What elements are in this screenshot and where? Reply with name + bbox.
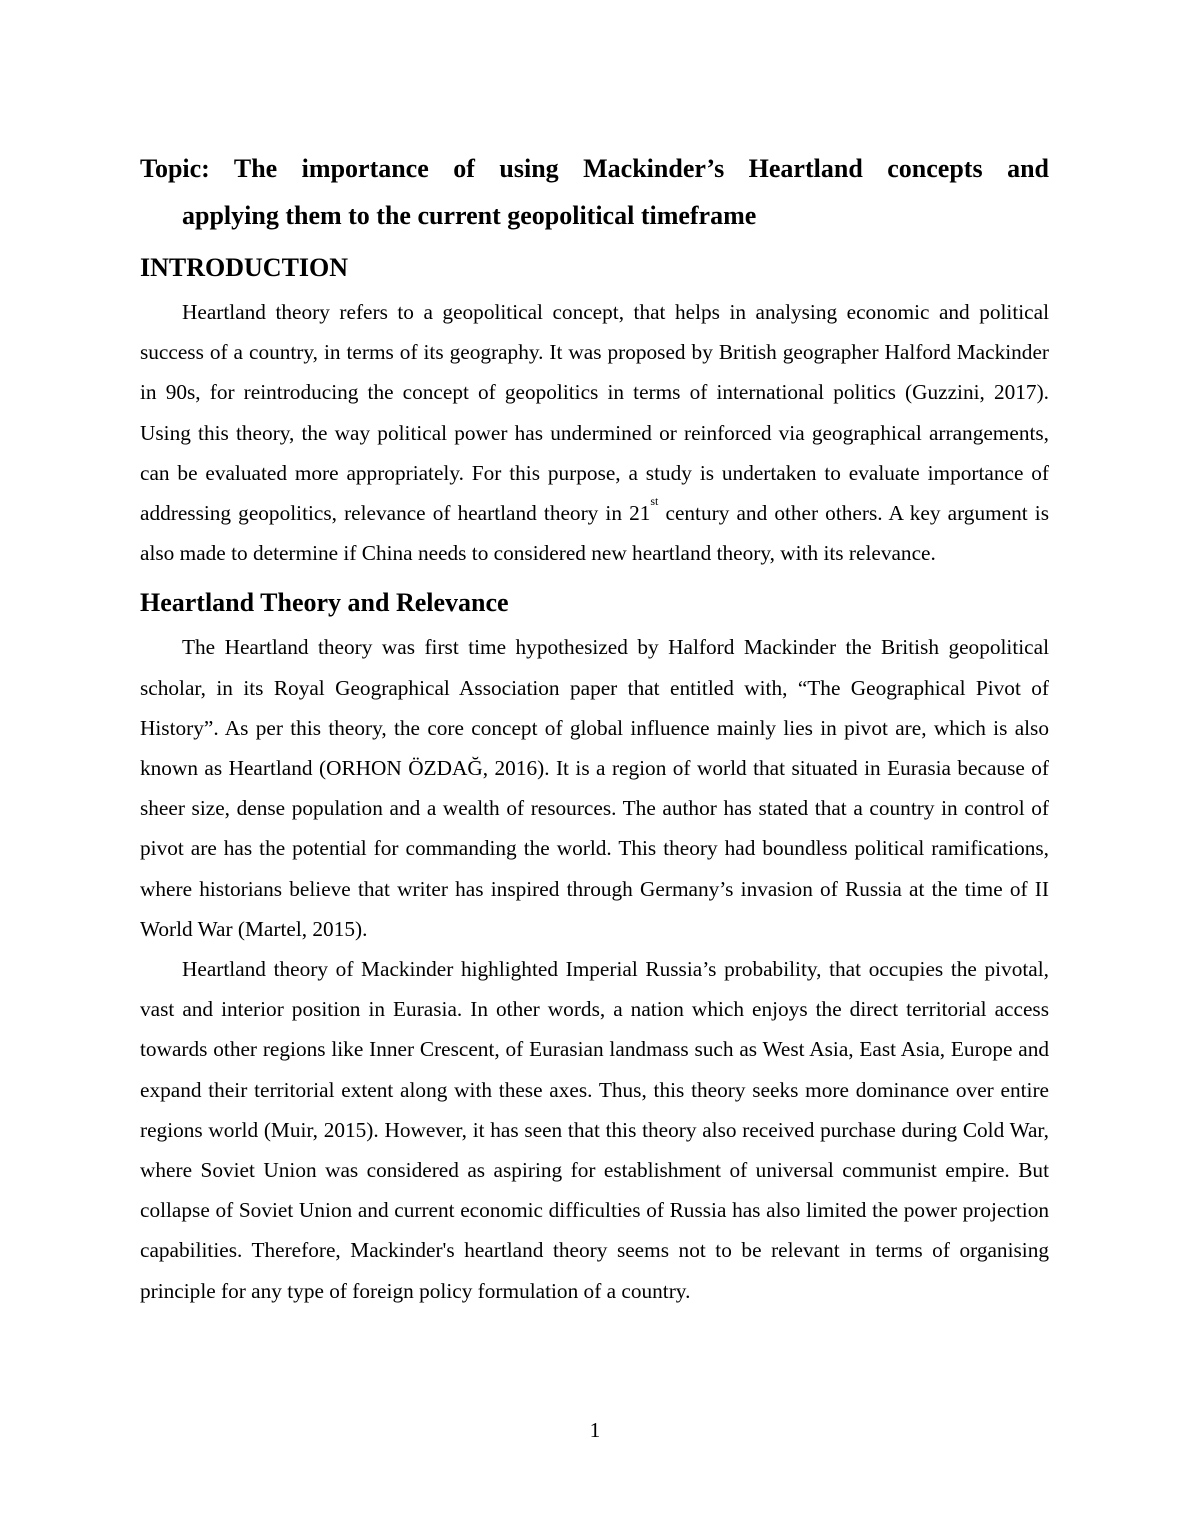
- section-heading-heartland-theory: Heartland Theory and Relevance: [140, 588, 509, 618]
- ordinal-suffix: st: [650, 494, 659, 509]
- introduction-text-part2: century and other others. A key argument is also made to determine if China needs to considered new heartland theory, with its relevance.: [140, 501, 1049, 566]
- section-heading-introduction: INTRODUCTION: [140, 253, 349, 282]
- topic-line-1: Topic: The importance of using Mackinder’s Heartland concepts and: [140, 154, 1049, 183]
- heartland-paragraph-1: The Heartland theory was first time hypothesized by Halford Mackinder the British geopolitical scholar, in its Royal Geographical Association paper that entitled with, “The Geographical Pivot of History”. As per this theory, the core concept of global influence mainly lies in pivot are, which is also known as Heartland (ORHON ÖZDAĞ, 2016). It is a region of world that situated in Eurasia because of sheer size, dense population and a wealth of resources. The author has stated that a country in control of pivot are has the potential for commanding the world. This theory had boundless political ramifications, where historians believe that writer has inspired through Germany’s invasion of Russia at the time of II World War (Martel, 2015).: [140, 635, 1049, 941]
- document-page: [140, 145, 1049, 1311]
- topic-line-2: applying them to the current geopolitical timeframe: [182, 201, 757, 230]
- introduction-text-part1: Heartland theory refers to a geopolitical concept, that helps in analysing economic and political success of a country, in terms of its geography. It was proposed by British geographer Halford Mackinder in 90s, for reintroducing the concept of geopolitics in terms of international politics (Guzzini, 2017). Using this theory, the way political power has undermined or reinforced via geographical arrangements, can be evaluated more appropriately. For this purpose, a study is undertaken to evaluate importance of addressing geopolitics, relevance of heartland theory in 21: [140, 300, 1049, 526]
- heartland-paragraph-2: Heartland theory of Mackinder highlighted Imperial Russia’s probability, that occupies the pivotal, vast and interior position in Eurasia. In other words, a nation which enjoys the direct territorial access towards other regions like Inner Crescent, of Eurasian landmass such as West Asia, East Asia, Europe and expand their territorial extent along with these axes. Thus, this theory seeks more dominance over entire regions world (Muir, 2015). However, it has seen that this theory also received purchase during Cold War, where Soviet Union was considered as aspiring for establishment of universal communist empire. But collapse of Soviet Union and current economic difficulties of Russia has also limited the power projection capabilities. Therefore, Mackinder's heartland theory seems not to be relevant in terms of organising principle for any type of foreign policy formulation of a country.: [140, 957, 1049, 1303]
- introduction-paragraph: [140, 292, 1049, 573]
- page-number: 1: [589, 1418, 601, 1442]
- document-topic-title: [140, 145, 1049, 239]
